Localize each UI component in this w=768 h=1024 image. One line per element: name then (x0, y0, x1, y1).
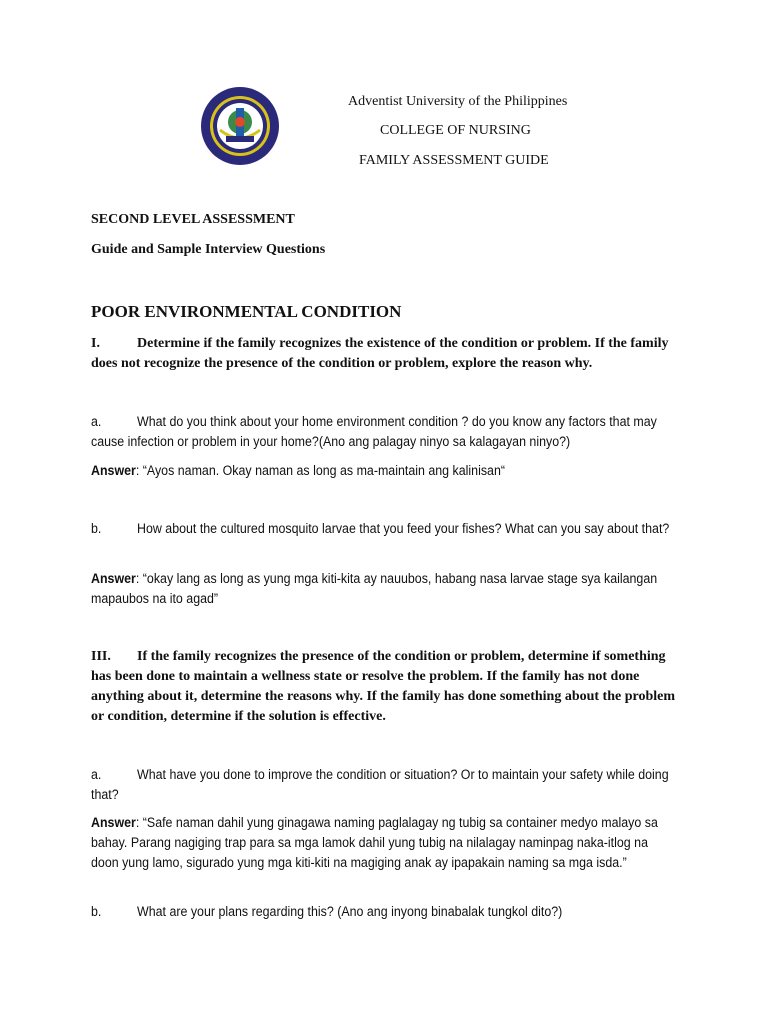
answer-label: Answer (91, 463, 136, 478)
question-b-3 (91, 902, 680, 922)
question-text: What do you think about your home environment condition ? do you know any factors that may cause infection or problem in your home?(Ano ang palagay ninyo sa kalagayan ninyo?) (91, 414, 657, 449)
section-title: POOR ENVIRONMENTAL CONDITION (91, 302, 402, 321)
answer-text: : “Ayos naman. Okay naman as long as ma-maintain ang kalinisan“ (135, 463, 505, 478)
question-text: What are your plans regarding this? (Ano ang inyong binabalak tungkol dito?) (137, 904, 563, 919)
answer-text: : “Safe naman dahil yung ginagawa naming paglalagay ng tubig sa container medyo malayo sa bahay. Parang nagiging trap para sa mga lamok dahil yung tubig na nilalagay naminpag naka-itlog na doon yung lamo, sigurado yung mga kiti-kiti na magiging anak ay ipapakain naming sa mga isda.” (91, 815, 658, 870)
part-1 (91, 334, 691, 374)
question-number: b. (91, 904, 102, 919)
answer-b-1 (91, 569, 680, 609)
university-name: Adventist University of the Philippines (348, 94, 568, 109)
question-text: How about the cultured mosquito larvae that you feed your fishes? What can you say about that? (137, 521, 670, 536)
answer-label: Answer (91, 815, 136, 830)
assessment-subtitle: Guide and Sample Interview Questions (91, 242, 326, 257)
answer-a-1 (91, 461, 661, 481)
question-number: b. (91, 521, 102, 536)
question-a-3 (91, 765, 680, 805)
college-name: COLLEGE OF NURSING (380, 123, 531, 138)
question-number: a. (91, 767, 102, 782)
question-number: a. (91, 414, 102, 429)
part-1-text: Determine if the family recognizes the existence of the condition or problem. If the family does not recognize the presence of the condition or problem, explore the reason why. (91, 336, 669, 371)
answer-label: Answer (91, 571, 136, 586)
assessment-level: SECOND LEVEL ASSESSMENT (91, 212, 295, 227)
guide-title: FAMILY ASSESSMENT GUIDE (359, 153, 549, 168)
seal-icon (200, 86, 280, 166)
part-3-text: If the family recognizes the presence of the condition or problem, determine if something has been done to maintain a wellness state or resolve the problem. If the family has not done anything about it, determine the reasons why. If the family has done something about the problem or condition, determine if the solution is effective. (91, 649, 676, 724)
part-1-number: I. (91, 336, 100, 351)
question-a-1 (91, 412, 680, 452)
part-3-number: III. (91, 649, 111, 664)
question-b-1 (91, 519, 680, 539)
university-seal (200, 86, 280, 166)
answer-text: : “okay lang as long as yung mga kiti-kita ay nauubos, habang nasa larvae stage sya kailangan mapaubos na ito agad” (91, 571, 658, 606)
answer-a-3 (91, 813, 671, 873)
question-text: What have you done to improve the condition or situation? Or to maintain your safety while doing that? (91, 767, 669, 802)
part-3 (91, 647, 681, 727)
